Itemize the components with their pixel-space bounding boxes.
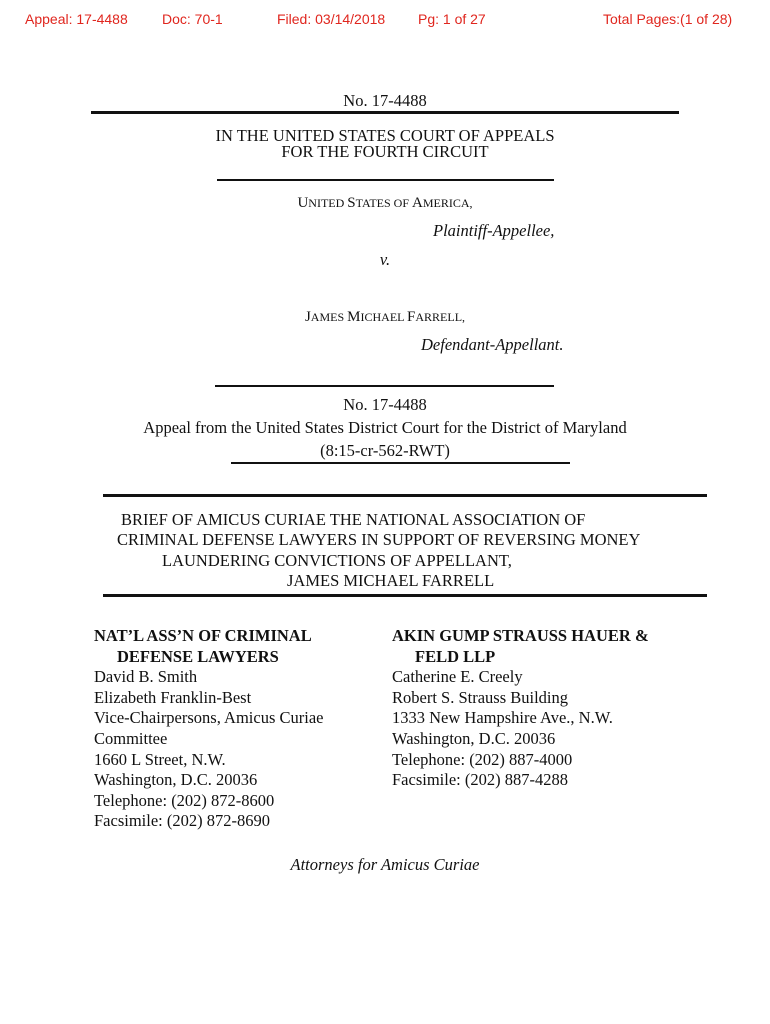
counsel-left-line: Telephone: (202) 872-8600	[94, 790, 275, 810]
counsel-right-firm-line2: FELD LLP	[415, 646, 496, 666]
versus: v.	[379, 250, 391, 269]
defendant-role: Defendant-Appellant.	[421, 335, 564, 354]
header-appeal-number: Appeal: 17-4488	[25, 11, 128, 27]
brief-title-line2: CRIMINAL DEFENSE LAWYERS IN SUPPORT OF REVERSING MONEY	[117, 530, 641, 549]
counsel-right-line: Washington, D.C. 20036	[392, 728, 556, 748]
header-page-count: Pg: 1 of 27	[418, 11, 486, 27]
court-name-line1: IN THE UNITED STATES COURT OF APPEALS	[215, 126, 555, 145]
counsel-left-line: Committee	[94, 728, 168, 748]
top-double-rule	[91, 111, 679, 114]
counsel-left-firm-line2: DEFENSE LAWYERS	[117, 646, 279, 666]
caption-divider-rule	[215, 385, 554, 387]
appeal-divider-rule	[231, 462, 570, 464]
court-name-line2: FOR THE FOURTH CIRCUIT	[281, 142, 489, 161]
counsel-right-line: Telephone: (202) 887-4000	[392, 749, 573, 769]
brief-title-line1: BRIEF OF AMICUS CURIAE THE NATIONAL ASSOCIATION OF	[121, 510, 586, 529]
counsel-left-line: Elizabeth Franklin-Best	[94, 687, 252, 707]
counsel-right-line: Robert S. Strauss Building	[392, 687, 569, 707]
header-total-pages: Total Pages:(1 of 28)	[603, 11, 733, 27]
court-divider-rule	[217, 179, 554, 181]
title-top-rule	[103, 494, 707, 497]
header-filed-date: Filed: 03/14/2018	[277, 11, 386, 27]
counsel-right-line: Facsimile: (202) 887-4288	[392, 770, 568, 790]
counsel-right-block	[392, 626, 649, 791]
counsel-left-line: David B. Smith	[94, 667, 198, 687]
title-bottom-rule	[103, 594, 707, 597]
plaintiff-name: UNITED STATES OF AMERICA,	[297, 195, 473, 211]
counsel-left-line: Washington, D.C. 20036	[94, 770, 258, 790]
district-case-number: (8:15-cr-562-RWT)	[320, 441, 450, 460]
counsel-left-line: Vice-Chairpersons, Amicus Curiae	[94, 708, 324, 728]
attorneys-for: Attorneys for Amicus Curiae	[290, 855, 480, 874]
appeal-from-line: Appeal from the United States District Court for the District of Maryland	[143, 418, 627, 437]
header-doc-number: Doc: 70-1	[162, 11, 223, 27]
counsel-right-line: Catherine E. Creely	[392, 667, 523, 687]
counsel-right-firm-line1: AKIN GUMP STRAUSS HAUER &	[392, 626, 649, 645]
docket-number-top: No. 17-4488	[343, 91, 427, 110]
counsel-left-line: 1660 L Street, N.W.	[94, 749, 226, 769]
counsel-left-firm-line1: NAT’L ASS’N OF CRIMINAL	[94, 626, 312, 645]
counsel-right-line: 1333 New Hampshire Ave., N.W.	[392, 708, 613, 728]
defendant-name: JAMES MICHAEL FARRELL,	[304, 309, 466, 325]
counsel-left-line: Facsimile: (202) 872-8690	[94, 811, 270, 831]
plaintiff-role: Plaintiff-Appellee,	[433, 221, 555, 240]
docket-number-mid: No. 17-4488	[343, 395, 427, 414]
brief-title-line4: JAMES MICHAEL FARRELL	[287, 571, 495, 590]
counsel-left-block	[94, 626, 324, 832]
brief-title-line3: LAUNDERING CONVICTIONS OF APPELLANT,	[162, 551, 512, 570]
